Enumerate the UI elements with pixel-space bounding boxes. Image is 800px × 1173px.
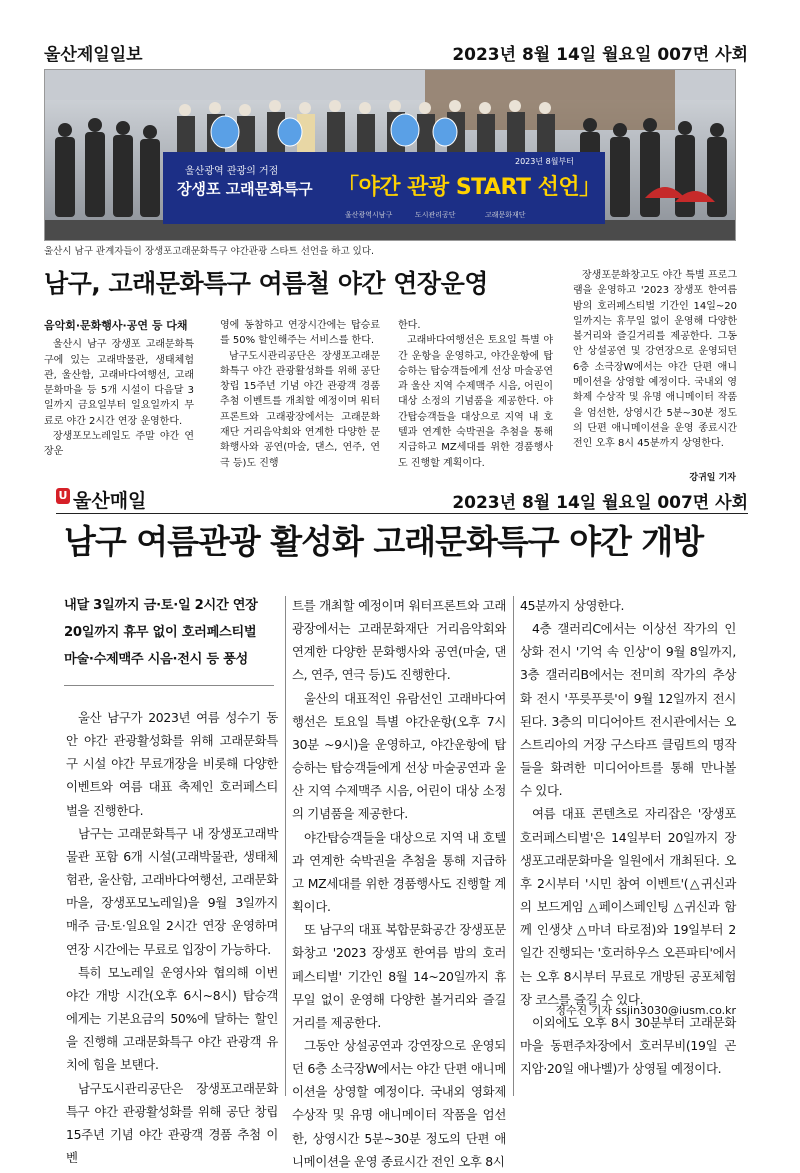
paragraph: 한다. xyxy=(398,320,421,331)
paragraph: 트를 개최할 예정이며 워터프론트와 고래광장에서는 고래문화재단 거리음악회와 연계한 다양한 문화행사와 공연(마술, 댄스, 연주, 연극 등)도 진행한다. xyxy=(292,598,506,683)
article2-sublines xyxy=(64,592,274,673)
banner-place: 장생포 고래문화특구 xyxy=(177,180,313,198)
article-photo xyxy=(44,69,736,241)
paragraph: 울산시 남구 장생포 고래문화특구에 있는 고래박물관, 생태체험관, 울산함, 고래바다여행선, 고래문화마을 등 5개 시설이 다음달 3일까지 금요일부터 일요일까지 무료로 야간 2시간 연장 운영한다. xyxy=(44,339,194,427)
banner-main: 「야간 관광 START 선언」 xyxy=(337,175,601,200)
article1-headline: 남구, 고래문화특구 여름철 야간 연장운영 xyxy=(44,269,488,298)
subline: 마술·수제맥주 시음·전시 등 풍성 xyxy=(64,652,249,667)
paper-name: 울산매일 xyxy=(73,490,147,512)
photo-caption: 울산시 남구 관계자들이 장생포고래문화특구 야간관광 스타트 선언을 하고 있다. xyxy=(44,246,375,257)
subline-rule xyxy=(64,685,274,686)
article2-col1 xyxy=(66,706,278,1169)
subline: 20일까지 휴무 없이 호러페스티벌 xyxy=(64,625,257,640)
column-divider xyxy=(285,596,286,1096)
dateline: 2023년 8월 14일 월요일 007면 사회 xyxy=(452,45,748,65)
paragraph: 야간탑승객들을 대상으로 지역 내 호텔과 연계한 숙박권을 추첨을 통해 지급하고 MZ세대를 위한 경품행사도 진행할 계획이다. xyxy=(292,829,506,915)
paragraph: 특히 모노레일 운영사와 협의해 이번 야간 개방 시간(오후 6시~8시) 탑승객에게는 기본요금의 50%에 달하는 할인을 진행해 고래문화특구 야간 관광객 유치에 힘을 보탠다. xyxy=(66,964,278,1073)
article1-col2 xyxy=(220,318,380,471)
paragraph: 그동안 상설공연과 강연장으로 운영되던 6층 소극장W에서는 야간 단편 애니메이션을 상영할 예정이다. 국내외 영화제 수상작 및 유명 애니메이터 작품을 엄선한, 상영시간 5분~30분 정도의 단편 애니메이션을 운영 종료시간 전인 오후 8시 xyxy=(292,1037,506,1169)
paragraph: 또 남구의 대표 복합문화공간 장생포문화창고 '2023 장생포 한여름 밤의 호러페스티벌' 기간인 8월 14~20일까지 휴무일 없이 운영해 다양한 볼거리와 즐길거리를 제공한다. xyxy=(292,922,506,1030)
banner-small: 울산광역 관광의 거점 xyxy=(185,166,279,177)
article1-col3 xyxy=(398,318,553,471)
paragraph: 영에 동참하고 연장시간에는 탑승료를 50% 할인해주는 서비스를 한다. xyxy=(220,320,380,347)
paper-logo-icon: U xyxy=(56,488,70,504)
article1-subheadline: 음악회·문화행사·공연 등 다채 xyxy=(44,319,188,332)
article1-byline: 강귀일 기자 xyxy=(689,473,736,483)
paragraph: 울산의 대표적인 유람선인 고래바다여행선은 토요일 특별 야간운항(오후 7시 30분 ~9시)을 운영하고, 야간운항에 탑승하는 탑승객들에게 선상 마술공연과 울산 지역 수제맥주 시음, 어린이 대상 소정의 기념품을 제공한다. xyxy=(292,690,506,822)
paragraph: 남구도시관리공단은 장생포고래문화특구 야간 관광활성화를 위해 공단 창립 15주년 기념 야간 관광객 경품 추첨 이벤트를 개최할 예정이며 워터프론트와 고래광장에서는 고래문화재단 거리음악회와 연계한 다양한 문화행사와 공연(마술, 댄스, 연주, 연극 등)도 진행 xyxy=(220,350,380,469)
article1-col1 xyxy=(44,318,194,460)
paragraph: 고래바다여행선은 토요일 특별 야간 운항을 운영하고, 야간운항에 탑승하는 탑승객들에게 선상 마술공연과 울산 지역 수제맥주 시음, 어린이 대상 소정의 기념품을 제공한다. 야간탑승객들을 대상으로 지역 내 호텔과 연계한 숙박권을 추첨을 통해 지급하고 MZ세대를 위한 경품행사도 진행할 계획이다. xyxy=(398,335,553,469)
header-rule xyxy=(56,513,748,514)
dateline: 2023년 8월 14일 월요일 007면 사회 xyxy=(452,493,748,513)
paragraph: 45분까지 상영한다. xyxy=(520,598,625,613)
subline: 내달 3일까지 금·토·일 2시간 연장 xyxy=(64,598,258,613)
banner-sponsor-1: 울산광역시남구 xyxy=(345,211,393,219)
paragraph: 장생포모노레일도 주말 야간 연장운 xyxy=(44,431,194,458)
paragraph: 이외에도 오후 8시 30분부터 고래문화마을 동편주차장에서 호러무비(19일 곤지암·20일 애나벨)가 상영될 예정이다. xyxy=(520,1014,736,1077)
paragraph: 4층 갤러리C에서는 이상선 작가의 인상화 전시 '기억 속 인상'이 9월 8일까지, 3층 갤러리B에서는 전미희 작가의 추상화 전시 '푸릇푸릇'이 9월 12일까지 전시된다. 3층의 미디어아트 전시관에서는 오스트리아의 거장 구스타프 클림트의 명작들을 화려한 미디어아트를 통해 만나볼 수 있다. xyxy=(520,621,736,799)
paragraph: 장생포문화창고도 야간 특별 프로그램을 운영하고 '2023 장생포 한여름 밤의 호러페스티벌 기간인 14일~20일까지는 휴무일 없이 운영해 다양한 볼거리와 즐길거리를 제공한다. 그동안 상설공연 및 강연장으로 운영되던 6층 소극장W에서는 야간 단편 애니메이션을 상영할 예정이다. 국내외 영화제 수상작 및 유명 애니메이터 작품을 엄선한, 상영시간 5분~30분 정도의 단편 애니메이션을 운영 종료시간 전인 오후 8시 45분까지 상영한다. xyxy=(573,270,737,450)
banner-sponsor-2: 도시관리공단 xyxy=(415,211,456,219)
banner-sponsor-3: 고래문화재단 xyxy=(485,211,526,219)
article2-headline: 남구 여름관광 활성화 고래문화특구 야간 개방 xyxy=(64,522,704,561)
article2-col2 xyxy=(292,594,506,1173)
paper-name: 울산제일일보 xyxy=(44,45,143,65)
banner-date: 2023년 8월부터 xyxy=(515,157,574,166)
paragraph: 여름 대표 콘텐츠로 자리잡은 '장생포 호러페스티벌'은 14일부터 20일까지 장생포고래문화마을 일원에서 개최된다. 오후 2시부터 '시민 참여 이벤트'(△귀신과의 보드게임 △페이스페인팅 △귀신과 함께 인생샷 △마녀 타로점)와 19일부터 2일간 진행되는 '호러하우스 오픈파티'에서는 오후 8시부터 무료로 개방된 공포체험장 코스를 즐길 수 있다. xyxy=(520,806,736,1007)
paragraph: 남구는 고래문화특구 내 장생포고래박물관 포함 6개 시설(고래박물관, 생태체험관, 울산함, 고래바다여행선, 고래문화마을, 장생포모노레일)을 9월 3일까지 매주 금·토·일요일 2시간 연장 운영하며 연장 시간에는 무료로 입장이 가능하다. xyxy=(66,825,278,957)
article1-col4 xyxy=(573,268,737,452)
article2-byline: 정수진 기자 ssjin3030@iusm.co.kr xyxy=(555,1004,736,1017)
paragraph: 울산 남구가 2023년 여름 성수기 동안 야간 관광활성화를 위해 고래문화특구 시설 야간 무료개장을 비롯해 다양한 이벤트와 여름 대표 축제인 호러페스티벌을 진행한다. xyxy=(66,710,278,818)
paragraph: 남구도시관리공단은 장생포고래문화특구 야간 관광활성화를 위해 공단 창립 15주년 기념 야간 관광객 경품 추첨 이벤 xyxy=(66,1080,278,1165)
column-divider xyxy=(513,596,514,1096)
